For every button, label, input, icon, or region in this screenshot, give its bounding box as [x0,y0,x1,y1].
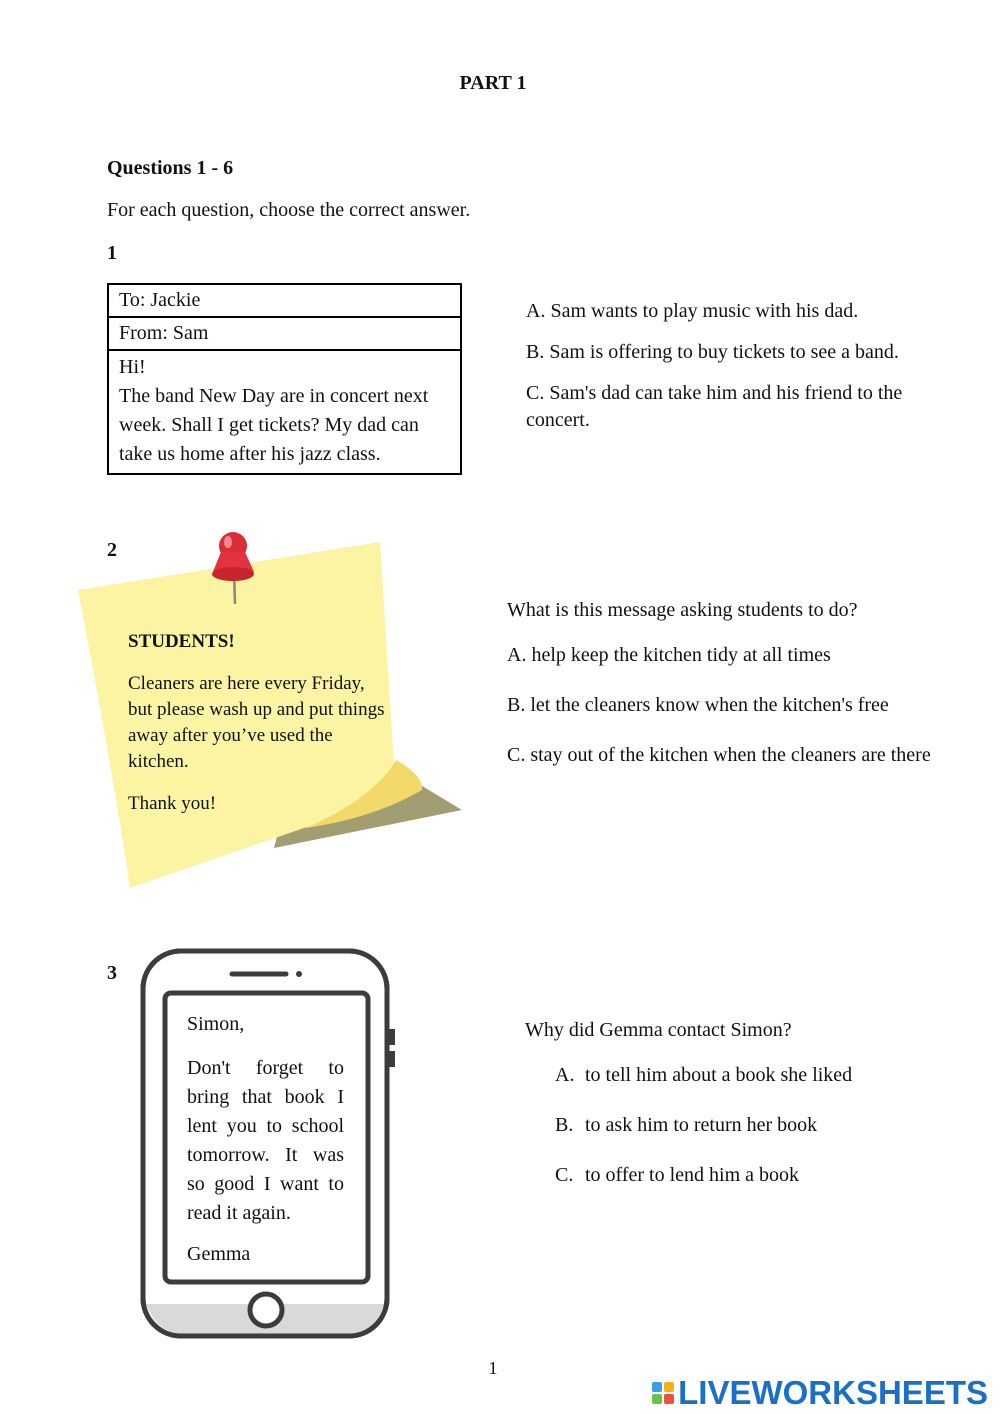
email-from: From: Sam [109,318,460,351]
q3-option-c[interactable] [555,1164,799,1187]
phone-side-button-2 [387,1051,395,1067]
message-body: Don't forget to bring that book I lent you to school tomorrow. It was so good I want to read it again. [187,1057,344,1224]
part-title: PART 1 [459,72,527,94]
q3-option-b[interactable] [555,1114,817,1137]
note-heading: STUDENTS! [128,631,235,652]
q3-option-a-text: to tell him about a book she liked [585,1064,853,1086]
q1-option-c[interactable]: C. Sam's dad can take him and his friend to the concert. [526,382,903,431]
question-3-number: 3 [107,962,117,984]
q3-option-c-letter: C. [555,1164,574,1186]
q3-option-c-text: to offer to lend him a book [585,1164,800,1186]
question-1-number: 1 [107,242,117,264]
q3-option-b-text: to ask him to return her book [585,1114,818,1136]
logo-squares-icon [652,1382,674,1404]
question-2-number: 2 [107,539,117,561]
email-body [109,351,460,473]
q2-option-b[interactable]: B. let the cleaners know when the kitchen's free [507,694,889,716]
q2-option-c[interactable]: C. stay out of the kitchen when the cleaners are there [507,744,931,766]
message-greeting: Simon, [187,1013,245,1035]
phone-home-button [250,1294,282,1326]
email-to: To: Jackie [109,285,460,318]
q2-option-a[interactable]: A. help keep the kitchen tidy at all times [507,644,831,666]
email-greeting: Hi! [119,356,146,378]
phone-side-button-1 [387,1029,395,1045]
email-text: The band New Day are in concert next week. Shall I get tickets? My dad can take us home after his jazz class. [119,385,429,465]
note-body: Cleaners are here every Friday, but please wash up and put things away after you’ve used the kitchen. [128,673,385,772]
questions-range: Questions 1 - 6 [107,157,234,179]
q1-option-a[interactable]: A. Sam wants to play music with his dad. [526,300,859,322]
logo-text: LIVEWORKSHEETS [678,1374,988,1411]
q3-option-b-letter: B. [555,1114,574,1136]
email-message [107,283,462,475]
q3-option-a[interactable] [555,1064,852,1087]
instruction: For each question, choose the correct answer. [107,199,471,221]
q3-question: Why did Gemma contact Simon? [525,1019,792,1041]
liveworksheets-logo[interactable] [652,1374,988,1412]
page-number: 1 [488,1358,498,1378]
q1-option-b[interactable]: B. Sam is offering to buy tickets to see a band. [526,341,899,363]
phone-camera [296,971,302,977]
q3-option-a-letter: A. [555,1064,575,1086]
q2-question: What is this message asking students to do? [507,599,858,621]
note-sign-off: Thank you! [128,793,217,814]
message-signature: Gemma [187,1243,251,1265]
